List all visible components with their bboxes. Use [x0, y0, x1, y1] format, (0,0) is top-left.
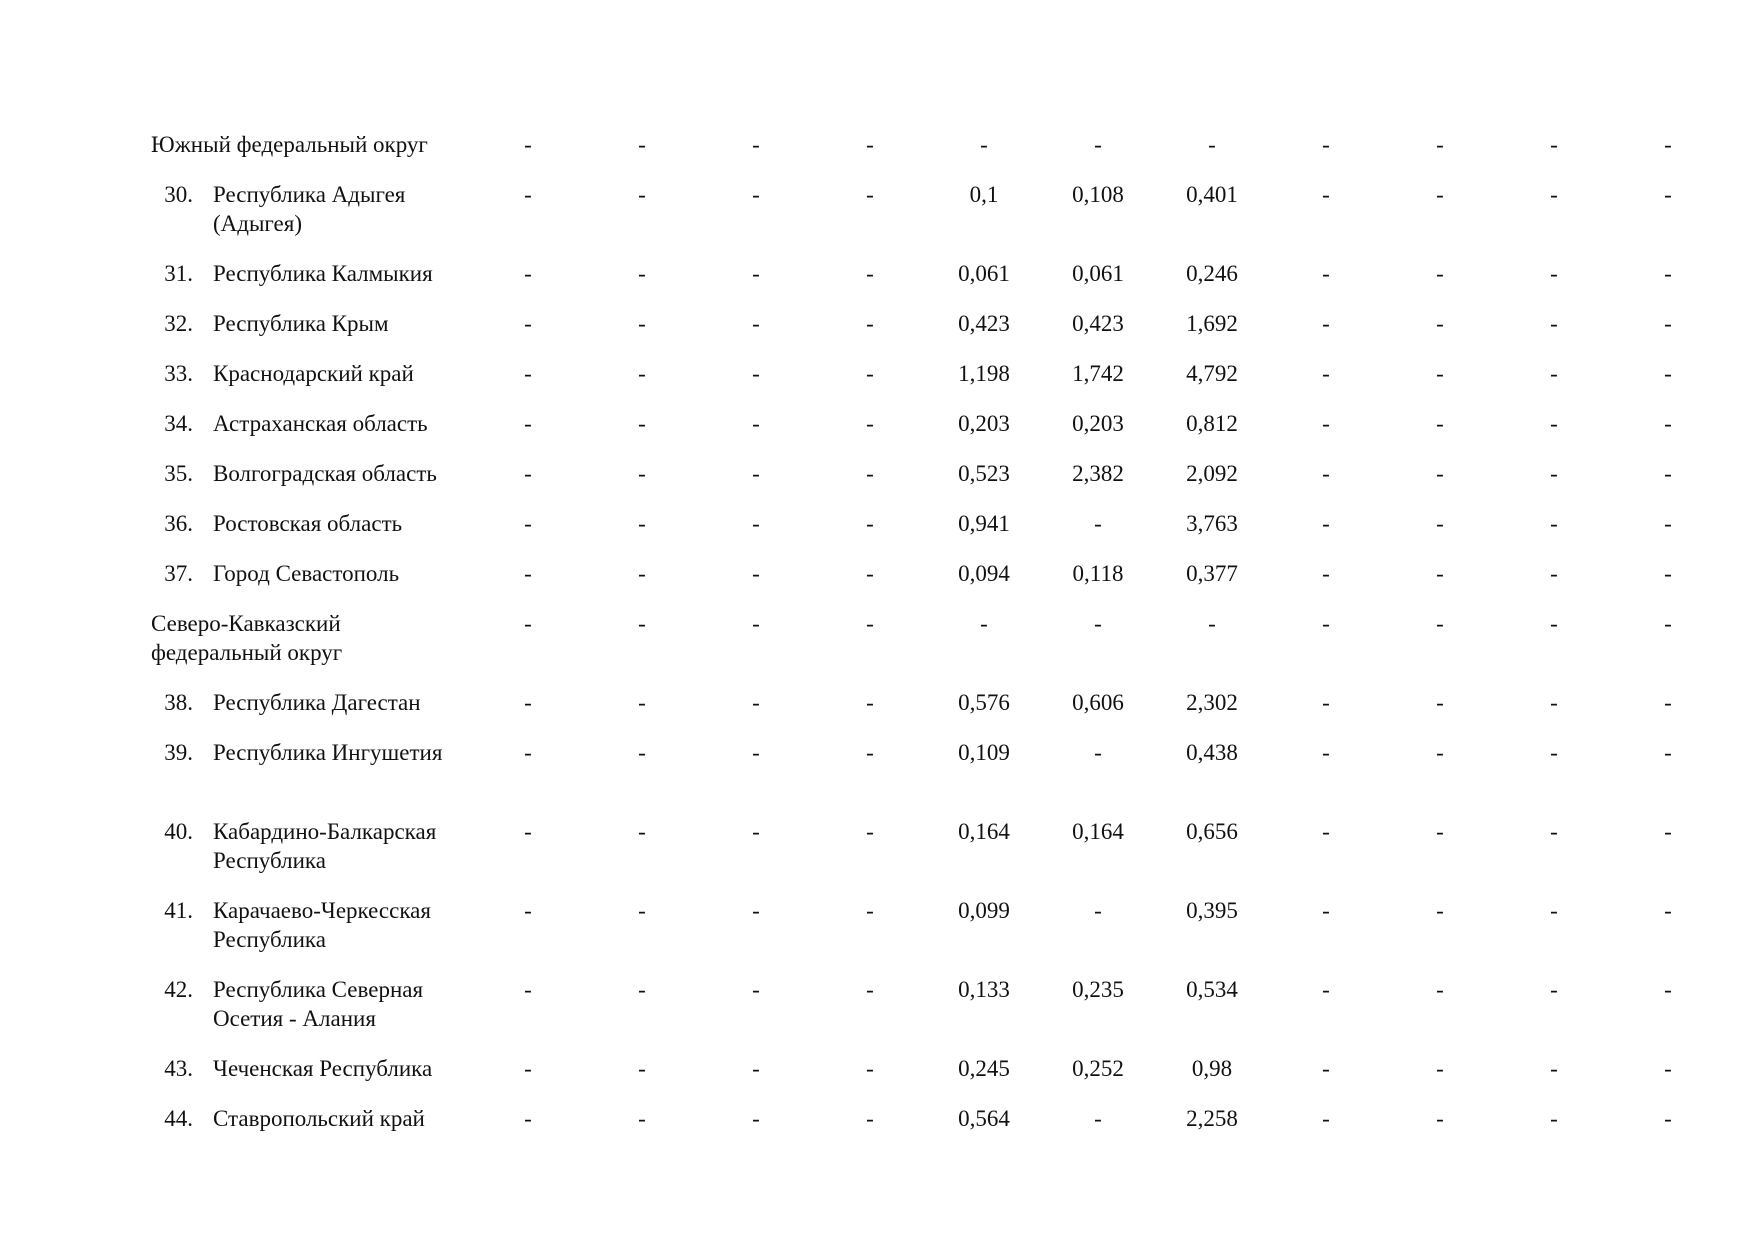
- cell-value: -: [866, 411, 874, 436]
- cell-value: -: [1550, 1056, 1558, 1081]
- region-name: Республика Ингушетия: [213, 740, 443, 765]
- cell-value: -: [1094, 740, 1102, 765]
- cell-value: -: [1436, 1056, 1444, 1081]
- cell-value: -: [866, 361, 874, 386]
- cell-value: -: [1436, 1106, 1444, 1131]
- cell-value: -: [524, 898, 532, 923]
- cell-value: -: [1094, 611, 1102, 636]
- region-row: [151, 409, 1725, 459]
- cell-value: -: [1436, 740, 1444, 765]
- cell-value: -: [866, 461, 874, 486]
- cell-value: -: [752, 411, 760, 436]
- cell-value: 0,235: [1072, 977, 1124, 1002]
- region-name: Республика Калмыкия: [213, 261, 433, 286]
- cell-value: -: [752, 1106, 760, 1131]
- cell-value: -: [1322, 561, 1330, 586]
- cell-value: -: [1436, 411, 1444, 436]
- cell-value: -: [866, 311, 874, 336]
- cell-value: -: [638, 740, 646, 765]
- cell-value: -: [1208, 611, 1216, 636]
- cell-value: -: [980, 132, 988, 157]
- cell-value: 0,656: [1186, 819, 1238, 844]
- cell-value: -: [866, 690, 874, 715]
- cell-value: -: [1436, 361, 1444, 386]
- cell-value: -: [752, 561, 760, 586]
- cell-value: -: [866, 182, 874, 207]
- cell-value: -: [866, 132, 874, 157]
- cell-value: -: [1550, 261, 1558, 286]
- cell-value: -: [638, 461, 646, 486]
- cell-value: -: [1322, 361, 1330, 386]
- cell-value: -: [638, 898, 646, 923]
- cell-value: -: [638, 690, 646, 715]
- cell-value: 0,252: [1072, 1056, 1124, 1081]
- cell-value: 0,423: [958, 311, 1010, 336]
- cell-value: 0,564: [958, 1106, 1010, 1131]
- cell-value: -: [1664, 898, 1672, 923]
- district-row: [151, 130, 1725, 180]
- cell-value: -: [752, 461, 760, 486]
- cell-value: -: [1664, 561, 1672, 586]
- cell-value: -: [1550, 132, 1558, 157]
- region-row: [151, 688, 1725, 738]
- cell-value: -: [752, 611, 760, 636]
- cell-value: -: [638, 819, 646, 844]
- district-name: Южный федеральный округ: [151, 132, 428, 157]
- cell-value: -: [1436, 819, 1444, 844]
- cell-value: -: [1322, 740, 1330, 765]
- region-name: Республика Крым: [213, 311, 389, 336]
- cell-value: -: [638, 311, 646, 336]
- cell-value: -: [1550, 819, 1558, 844]
- cell-value: -: [752, 898, 760, 923]
- region-name: Кабардино-Балкарская Республика: [213, 819, 437, 873]
- cell-value: -: [1322, 511, 1330, 536]
- cell-value: 4,792: [1186, 361, 1238, 386]
- cell-value: -: [638, 361, 646, 386]
- cell-value: -: [1550, 740, 1558, 765]
- cell-value: 0,534: [1186, 977, 1238, 1002]
- cell-value: -: [1436, 132, 1444, 157]
- region-row: [151, 1054, 1725, 1104]
- cell-value: -: [1436, 898, 1444, 923]
- district-row: [151, 609, 1725, 688]
- cell-value: 0,133: [958, 977, 1010, 1002]
- cell-value: -: [1550, 898, 1558, 923]
- cell-value: -: [1664, 1106, 1672, 1131]
- cell-value: 0,118: [1072, 561, 1124, 586]
- cell-value: -: [866, 561, 874, 586]
- cell-value: -: [638, 561, 646, 586]
- cell-value: -: [866, 511, 874, 536]
- cell-value: 2,302: [1186, 690, 1238, 715]
- cell-value: -: [1664, 511, 1672, 536]
- cell-value: -: [1322, 132, 1330, 157]
- cell-value: -: [1664, 361, 1672, 386]
- region-row: [151, 559, 1725, 609]
- cell-value: -: [1664, 311, 1672, 336]
- region-name: Краснодарский край: [213, 361, 414, 386]
- region-name: Чеченская Республика: [213, 1056, 433, 1081]
- cell-value: -: [1664, 261, 1672, 286]
- cell-value: -: [1208, 132, 1216, 157]
- region-name: Республика Северная Осетия - Алания: [213, 977, 424, 1031]
- cell-value: -: [524, 411, 532, 436]
- cell-value: -: [1550, 361, 1558, 386]
- cell-value: -: [524, 182, 532, 207]
- cell-value: -: [1550, 461, 1558, 486]
- region-row: [151, 1104, 1725, 1154]
- cell-value: -: [524, 690, 532, 715]
- row-number: 39.: [164, 740, 193, 765]
- cell-value: -: [752, 977, 760, 1002]
- cell-value: -: [1322, 1106, 1330, 1131]
- cell-value: -: [1322, 411, 1330, 436]
- cell-value: 0,061: [1072, 261, 1124, 286]
- cell-value: -: [1664, 611, 1672, 636]
- cell-value: 0,423: [1072, 311, 1124, 336]
- cell-value: 0,576: [958, 690, 1010, 715]
- district-name: Северо-Кавказский федеральный округ: [151, 611, 343, 665]
- row-number: 44.: [164, 1106, 193, 1131]
- cell-value: -: [524, 1056, 532, 1081]
- cell-value: -: [752, 182, 760, 207]
- cell-value: 0,401: [1186, 182, 1238, 207]
- cell-value: -: [1322, 182, 1330, 207]
- region-row: [151, 459, 1725, 509]
- cell-value: -: [1550, 511, 1558, 536]
- cell-value: -: [1550, 411, 1558, 436]
- regions-table: [151, 130, 1725, 1154]
- row-number: 41.: [164, 898, 193, 923]
- cell-value: -: [1436, 977, 1444, 1002]
- cell-value: -: [1322, 1056, 1330, 1081]
- cell-value: -: [866, 819, 874, 844]
- row-number: 40.: [164, 819, 193, 844]
- region-name: Ростовская область: [213, 511, 403, 536]
- cell-value: 0,061: [958, 261, 1010, 286]
- row-number: 30.: [164, 182, 193, 207]
- region-name: Республика Дагестан: [213, 690, 421, 715]
- cell-value: 0,099: [958, 898, 1010, 923]
- cell-value: -: [1550, 182, 1558, 207]
- row-number: 42.: [164, 977, 193, 1002]
- region-name: Волгоградская область: [213, 461, 437, 486]
- cell-value: -: [1436, 311, 1444, 336]
- cell-value: -: [524, 611, 532, 636]
- cell-value: -: [524, 461, 532, 486]
- region-name: Карачаево-Черкесская Республика: [213, 898, 431, 952]
- cell-value: -: [638, 411, 646, 436]
- cell-value: -: [524, 511, 532, 536]
- region-name: Ставропольский край: [213, 1106, 425, 1131]
- cell-value: 0,164: [958, 819, 1010, 844]
- cell-value: 0,108: [1072, 182, 1124, 207]
- cell-value: -: [524, 977, 532, 1002]
- region-name: Город Севастополь: [213, 561, 400, 586]
- cell-value: -: [1322, 898, 1330, 923]
- cell-value: -: [638, 1106, 646, 1131]
- cell-value: -: [1550, 561, 1558, 586]
- cell-value: -: [1664, 461, 1672, 486]
- cell-value: -: [1664, 411, 1672, 436]
- cell-value: -: [1436, 611, 1444, 636]
- cell-value: -: [1436, 182, 1444, 207]
- cell-value: 0,246: [1186, 261, 1238, 286]
- cell-value: -: [524, 311, 532, 336]
- cell-value: 0,812: [1186, 411, 1238, 436]
- cell-value: -: [638, 1056, 646, 1081]
- cell-value: -: [1664, 690, 1672, 715]
- cell-value: -: [1550, 1106, 1558, 1131]
- cell-value: 0,523: [958, 461, 1010, 486]
- cell-value: 3,763: [1186, 511, 1238, 536]
- cell-value: -: [1322, 611, 1330, 636]
- cell-value: -: [1436, 511, 1444, 536]
- cell-value: -: [1550, 611, 1558, 636]
- cell-value: -: [1322, 977, 1330, 1002]
- cell-value: 0,438: [1186, 740, 1238, 765]
- cell-value: -: [752, 740, 760, 765]
- row-number: 31.: [164, 261, 193, 286]
- region-row: [151, 359, 1725, 409]
- cell-value: 0,1: [969, 182, 999, 207]
- cell-value: 2,382: [1072, 461, 1124, 486]
- cell-value: -: [752, 311, 760, 336]
- cell-value: 1,692: [1186, 311, 1238, 336]
- cell-value: 0,203: [958, 411, 1010, 436]
- cell-value: -: [1322, 461, 1330, 486]
- cell-value: -: [1436, 461, 1444, 486]
- cell-value: -: [1550, 311, 1558, 336]
- region-row: [151, 509, 1725, 559]
- cell-value: -: [866, 898, 874, 923]
- cell-value: -: [524, 740, 532, 765]
- cell-value: -: [752, 261, 760, 286]
- region-name: Республика Адыгея (Адыгея): [213, 182, 406, 236]
- cell-value: -: [524, 261, 532, 286]
- region-row: [151, 309, 1725, 359]
- cell-value: -: [866, 1106, 874, 1131]
- cell-value: -: [1436, 690, 1444, 715]
- cell-value: -: [638, 511, 646, 536]
- cell-value: 0,164: [1072, 819, 1124, 844]
- region-row: [151, 259, 1725, 309]
- cell-value: -: [524, 1106, 532, 1131]
- cell-value: 1,742: [1072, 361, 1124, 386]
- cell-value: 0,109: [958, 740, 1010, 765]
- cell-value: -: [866, 261, 874, 286]
- cell-value: -: [752, 361, 760, 386]
- cell-value: 0,245: [958, 1056, 1010, 1081]
- cell-value: -: [1664, 132, 1672, 157]
- cell-value: -: [638, 977, 646, 1002]
- cell-value: -: [524, 819, 532, 844]
- cell-value: 0,606: [1072, 690, 1124, 715]
- cell-value: 0,203: [1072, 411, 1124, 436]
- cell-value: -: [524, 132, 532, 157]
- cell-value: -: [1094, 898, 1102, 923]
- cell-value: 0,98: [1191, 1056, 1233, 1081]
- cell-value: -: [638, 261, 646, 286]
- cell-value: -: [866, 977, 874, 1002]
- cell-value: -: [1436, 261, 1444, 286]
- cell-value: -: [524, 361, 532, 386]
- cell-value: -: [866, 1056, 874, 1081]
- cell-value: 0,395: [1186, 898, 1238, 923]
- cell-value: -: [866, 740, 874, 765]
- row-number: 32.: [164, 311, 193, 336]
- cell-value: -: [1322, 690, 1330, 715]
- cell-value: -: [638, 132, 646, 157]
- region-row: [151, 817, 1725, 896]
- cell-value: -: [1322, 311, 1330, 336]
- cell-value: -: [1436, 561, 1444, 586]
- cell-value: -: [638, 182, 646, 207]
- region-row: [151, 738, 1725, 817]
- cell-value: -: [1664, 182, 1672, 207]
- region-row: [151, 180, 1725, 259]
- cell-value: -: [752, 819, 760, 844]
- row-number: 43.: [164, 1056, 193, 1081]
- cell-value: -: [1322, 819, 1330, 844]
- cell-value: -: [1664, 977, 1672, 1002]
- cell-value: -: [1664, 1056, 1672, 1081]
- row-number: 36.: [164, 511, 193, 536]
- cell-value: -: [752, 511, 760, 536]
- cell-value: -: [1550, 977, 1558, 1002]
- cell-value: 2,258: [1186, 1106, 1238, 1131]
- cell-value: 2,092: [1186, 461, 1238, 486]
- cell-value: -: [1322, 261, 1330, 286]
- cell-value: -: [1094, 132, 1102, 157]
- region-name: Астраханская область: [213, 411, 428, 436]
- cell-value: 0,094: [958, 561, 1010, 586]
- cell-value: -: [1094, 511, 1102, 536]
- row-number: 35.: [164, 461, 193, 486]
- cell-value: -: [1664, 740, 1672, 765]
- cell-value: -: [980, 611, 988, 636]
- cell-value: -: [752, 690, 760, 715]
- cell-value: -: [752, 132, 760, 157]
- row-number: 37.: [164, 561, 193, 586]
- cell-value: -: [752, 1056, 760, 1081]
- cell-value: 0,941: [958, 511, 1010, 536]
- cell-value: -: [1664, 819, 1672, 844]
- cell-value: -: [866, 611, 874, 636]
- cell-value: -: [1094, 1106, 1102, 1131]
- cell-value: 0,377: [1186, 561, 1238, 586]
- row-number: 34.: [164, 411, 193, 436]
- row-number: 33.: [164, 361, 193, 386]
- row-number: 38.: [164, 690, 193, 715]
- region-row: [151, 896, 1725, 975]
- cell-value: -: [524, 561, 532, 586]
- cell-value: -: [1550, 690, 1558, 715]
- cell-value: -: [638, 611, 646, 636]
- region-row: [151, 975, 1725, 1054]
- cell-value: 1,198: [958, 361, 1010, 386]
